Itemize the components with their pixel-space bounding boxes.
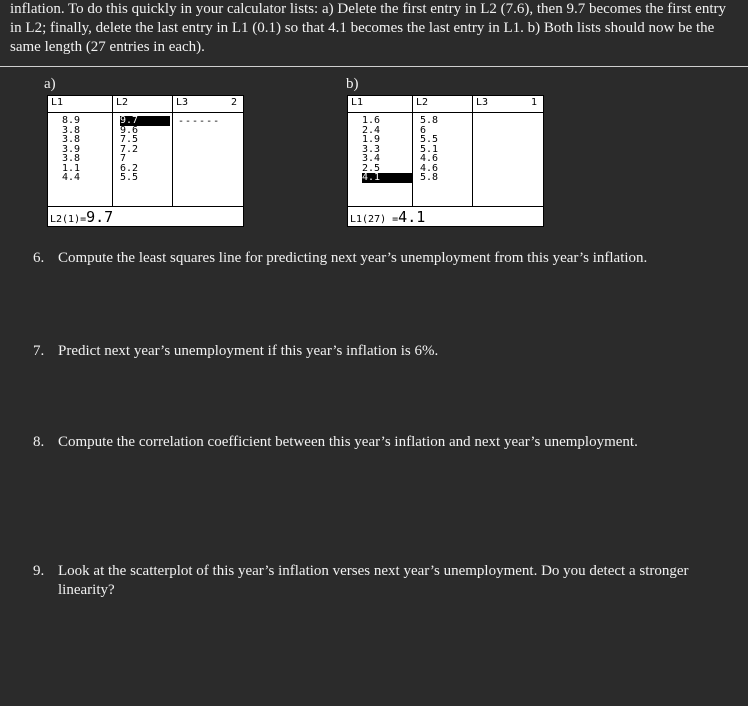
question-text: Predict next year’s unemployment if this year’s inflation is 6%.	[58, 343, 439, 359]
list-cell: 1.9	[362, 134, 381, 145]
list-number: 2	[231, 97, 238, 108]
column-divider	[472, 96, 473, 206]
list-cell: 6.2	[120, 162, 139, 174]
status-prefix: L1(27) =	[350, 214, 399, 225]
list-cell: 1.1	[62, 162, 81, 174]
list-cell: 5.8	[420, 115, 439, 126]
list-cell: 5.5	[420, 134, 439, 145]
header-l2: L2	[116, 97, 129, 108]
list-cell: 2.4	[362, 124, 381, 136]
header-l2: L2	[416, 97, 429, 108]
intro-paragraph: inflation. To do this quickly in your calculator lists: a) Delete the first entry in L2 (7.6), then 9.7 becomes the first entry in L2; finally, delete the last entry in L1 (0.1) so that 4.1 becomes the last entry in L1. b) Both lists should now be the same length (27 entries in each).	[10, 1, 727, 55]
calculator-screen-a	[47, 95, 244, 227]
list-cell: 7.5	[120, 134, 139, 145]
question-number: 9.	[33, 563, 45, 579]
list-cell: 7.2	[120, 143, 139, 155]
selected-cell: 4.1	[362, 173, 412, 183]
column-divider	[412, 96, 413, 206]
list-cell: 5.8	[420, 172, 439, 183]
panel-b-label: b)	[346, 76, 359, 92]
list-cell: 1.6	[362, 115, 381, 126]
list-cell: 3.4	[362, 153, 381, 164]
column-l1	[62, 116, 80, 183]
status-line	[350, 208, 425, 229]
question-text: Look at the scatterplot of this year’s inflation verses next year’s unemployment. Do you detect a stronger linearity?	[58, 563, 689, 598]
panel-a-label: a)	[44, 76, 56, 92]
status-line	[50, 208, 113, 229]
column-l2	[120, 116, 170, 183]
header-l1: L1	[51, 97, 64, 108]
list-header	[48, 96, 243, 113]
question-number: 6.	[33, 250, 45, 266]
header-l3: L3	[176, 97, 189, 108]
question-number: 8.	[33, 434, 45, 450]
empty-list-dashes: ------	[178, 116, 221, 127]
list-number: 1	[531, 97, 538, 108]
header-l1: L1	[351, 97, 364, 108]
list-cell: 4.4	[62, 172, 81, 183]
divider	[0, 66, 748, 67]
status-divider	[348, 206, 543, 207]
column-divider	[172, 96, 173, 206]
list-cell: 4.6	[420, 162, 439, 174]
list-cell: 6	[420, 124, 427, 136]
list-cell: 3.8	[62, 124, 81, 136]
question-text: Compute the correlation coefficient between this year’s inflation and next year’s unemployment.	[58, 434, 638, 450]
list-cell: 3.8	[62, 134, 81, 145]
column-l1	[362, 116, 412, 183]
list-cell: 8.9	[62, 115, 81, 126]
list-cell: 5.1	[420, 143, 439, 155]
question-number: 7.	[33, 343, 45, 359]
column-divider	[112, 96, 113, 206]
column-l2	[420, 116, 438, 183]
status-divider	[48, 206, 243, 207]
list-cell: 7	[120, 153, 127, 164]
header-l3: L3	[476, 97, 489, 108]
question-text: Compute the least squares line for predicting next year’s unemployment from this year’s inflation.	[58, 250, 648, 266]
list-cell: 9.6	[120, 124, 139, 136]
list-cell: 3.8	[62, 153, 81, 164]
list-cell: 2.5	[362, 162, 381, 174]
status-value: 4.1	[398, 208, 426, 226]
list-header	[348, 96, 543, 113]
status-value: 9.7	[86, 208, 114, 226]
list-cell: 5.5	[120, 172, 139, 183]
list-cell: 3.9	[62, 143, 81, 155]
list-cell: 3.3	[362, 143, 381, 155]
list-cell: 4.6	[420, 153, 439, 164]
selected-cell: 9.7	[120, 116, 170, 126]
calculator-screen-b	[347, 95, 544, 227]
status-prefix: L2(1)=	[50, 214, 87, 225]
